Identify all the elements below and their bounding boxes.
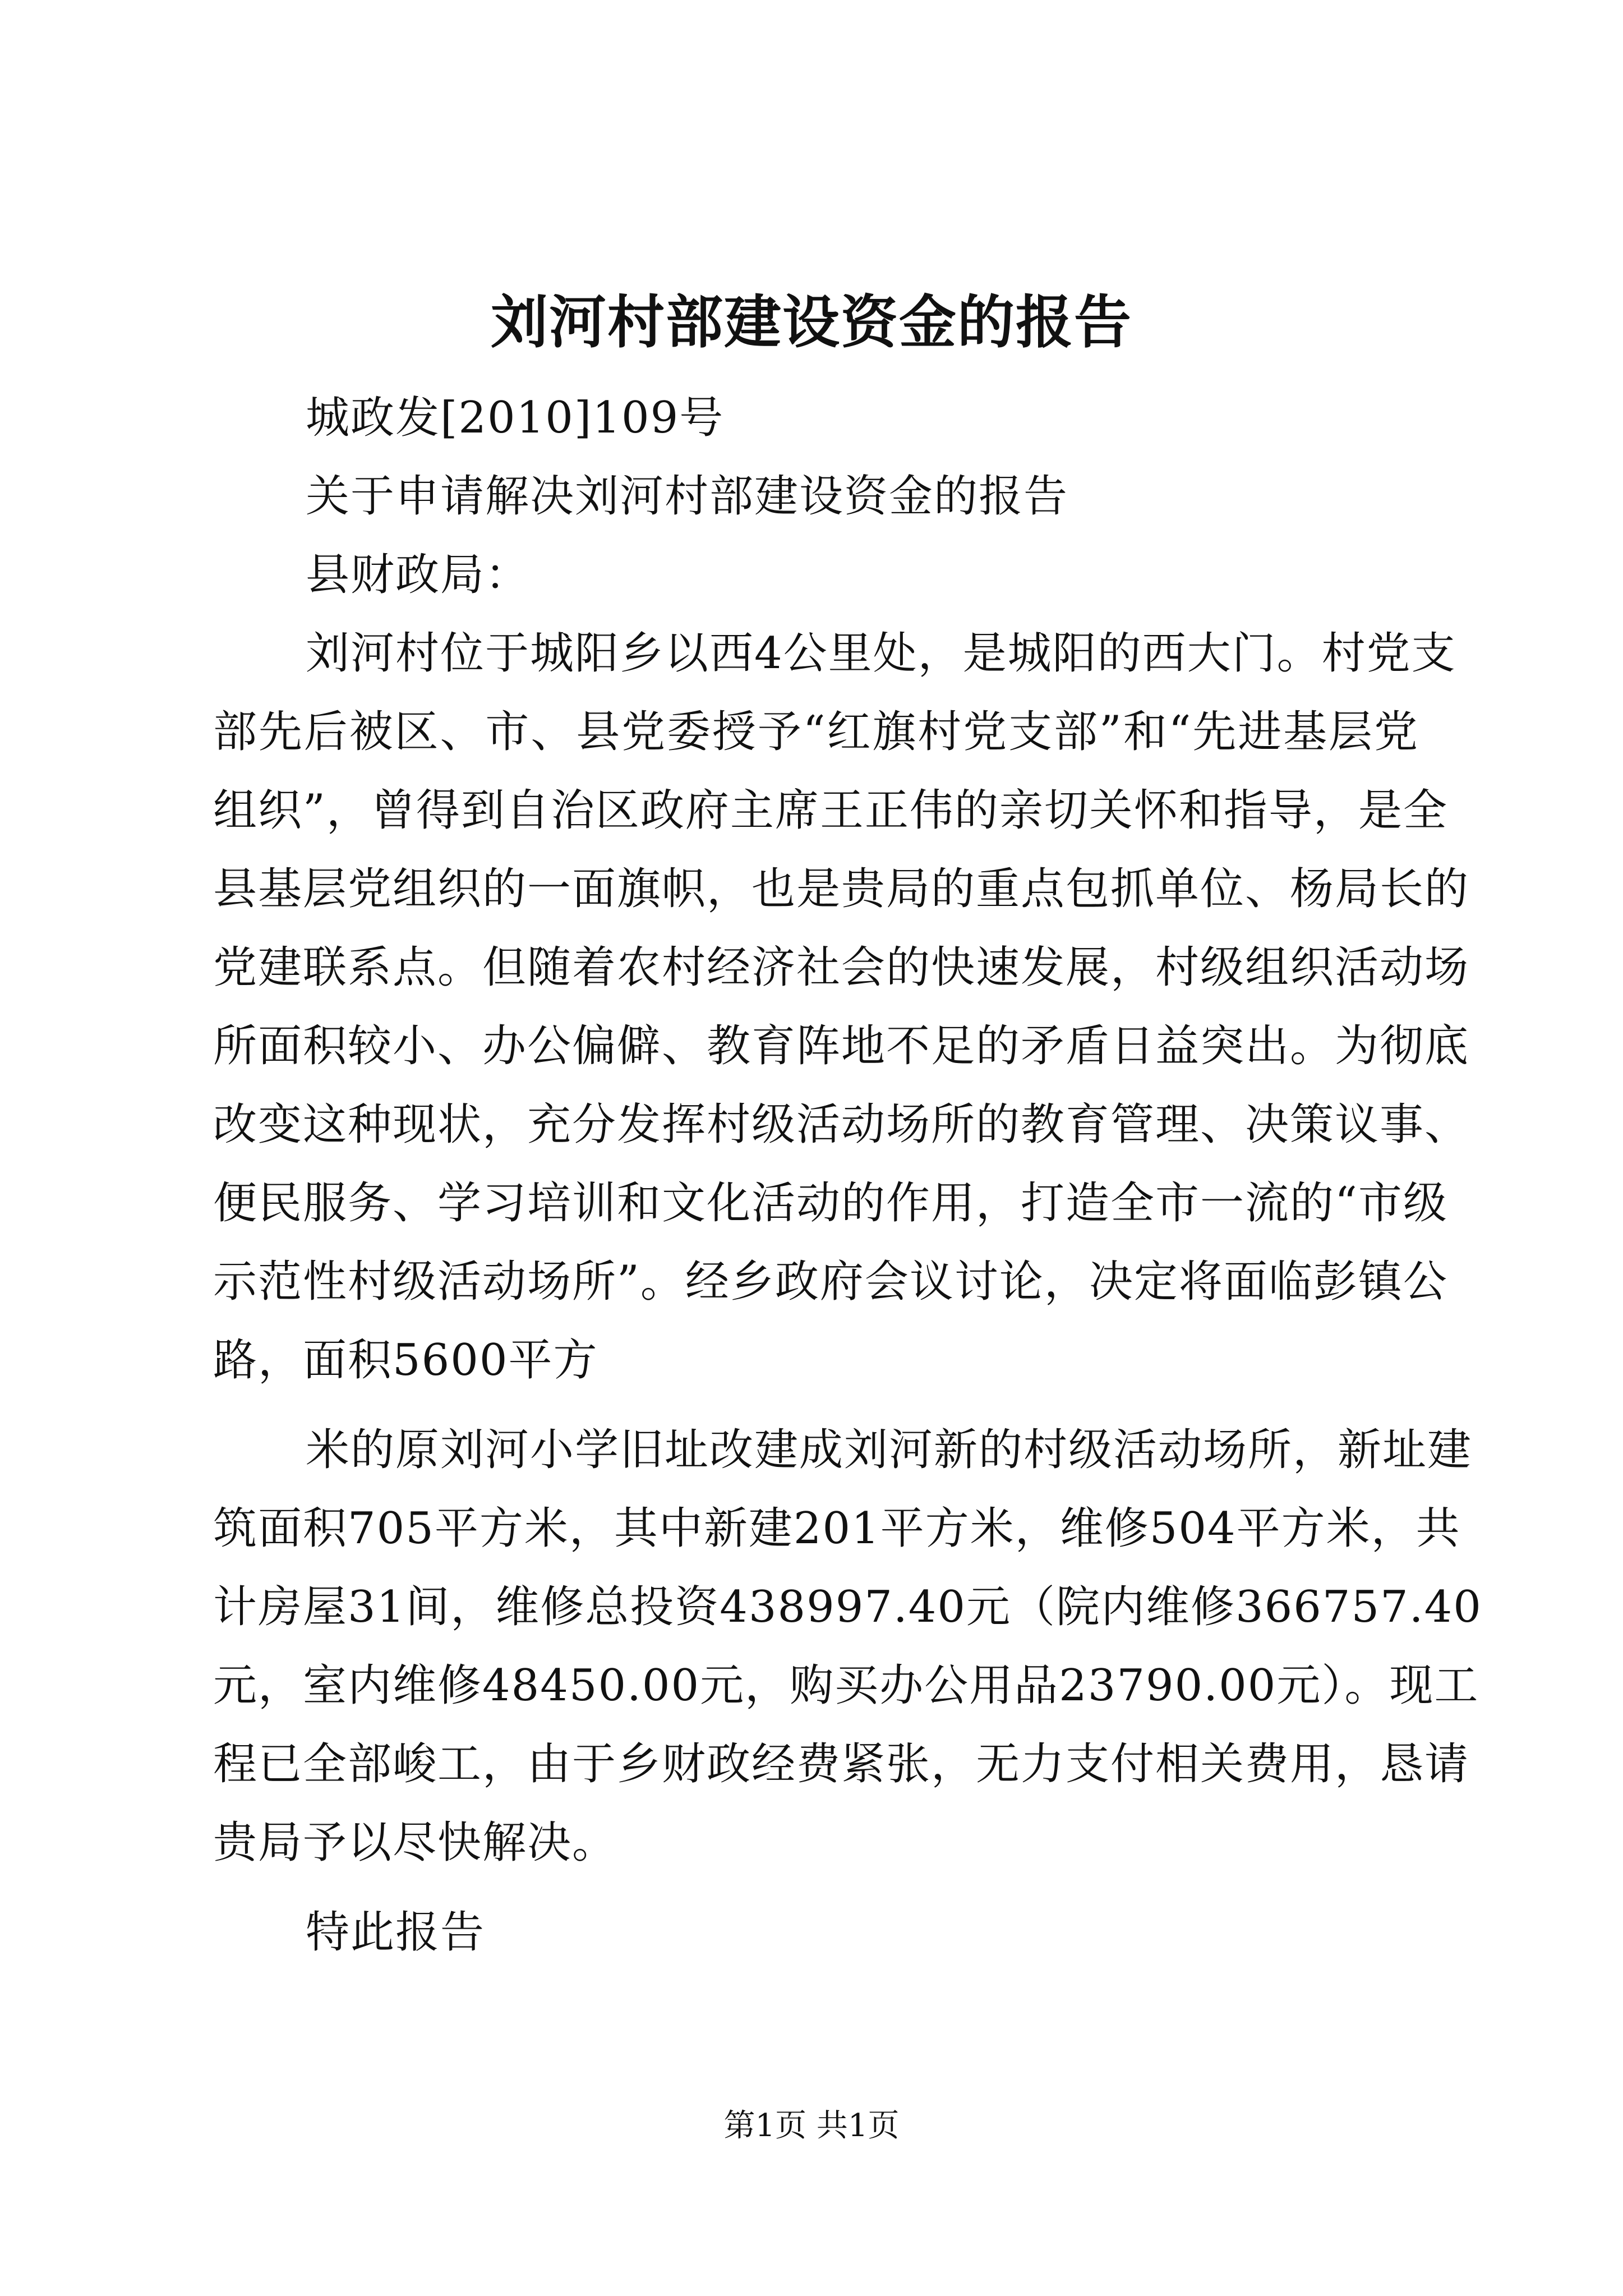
addressee: 县财政局： (306, 550, 531, 600)
paragraph-1-line: 刘河村位于城阳乡以西4公里处，是城阳的西大门。村党支 (306, 628, 1456, 679)
paragraph-1-line: 所面积较小、办公偏僻、教育阵地不足的矛盾日益突出。为彻底 (213, 1021, 1470, 1071)
paragraph-1-line: 改变这种现状，充分发挥村级活动场所的教育管理、决策议事、 (213, 1099, 1470, 1150)
paragraph-2-line: 筑面积705平方米，其中新建201平方米，维修504平方米，共 (213, 1503, 1461, 1554)
paragraph-2-line: 元，室内维修48450.00元，购买办公用品23790.00元）。现工 (213, 1660, 1479, 1711)
paragraph-2-line: 计房屋31间，维修总投资438997.40元（院内维修366757.40 (213, 1582, 1482, 1632)
document-title: 刘河村部建设资金的报告 (491, 289, 1132, 356)
paragraph-1-line: 县基层党组织的一面旗帜，也是贵局的重点包抓单位、杨局长的 (213, 864, 1470, 914)
paragraph-1-line: 部先后被区、市、县党委授予“红旗村党支部”和“先进基层党 (213, 707, 1419, 757)
page-footer: 第1页 共1页 (723, 2108, 900, 2144)
paragraph-2-line: 米的原刘河小学旧址改建成刘河新的村级活动场所，新址建 (306, 1425, 1473, 1475)
paragraph-1-line: 示范性村级活动场所”。经乡政府会议讨论，决定将面临彭镇公 (213, 1257, 1448, 1307)
paragraph-1-line: 路，面积5600平方 (213, 1335, 598, 1386)
paragraph-1-line: 党建联系点。但随着农村经济社会的快速发展，村级组织活动场 (213, 942, 1470, 993)
paragraph-1-line: 组织”，曾得到自治区政府主席王正伟的亲切关怀和指导，是全 (213, 785, 1448, 836)
paragraph-2-line: 程已全部峻工，由于乡财政经费紧张，无力支付相关费用，恳请 (213, 1739, 1470, 1789)
document-number: 城政发[2010]109号 (306, 393, 725, 443)
closing-text: 特此报告 (306, 1907, 486, 1958)
document-subject: 关于申请解决刘河村部建设资金的报告 (306, 471, 1069, 522)
paragraph-2-line: 贵局予以尽快解决。 (213, 1818, 617, 1868)
paragraph-1-line: 便民服务、学习培训和文化活动的作用，打造全市一流的“市级 (213, 1178, 1448, 1228)
